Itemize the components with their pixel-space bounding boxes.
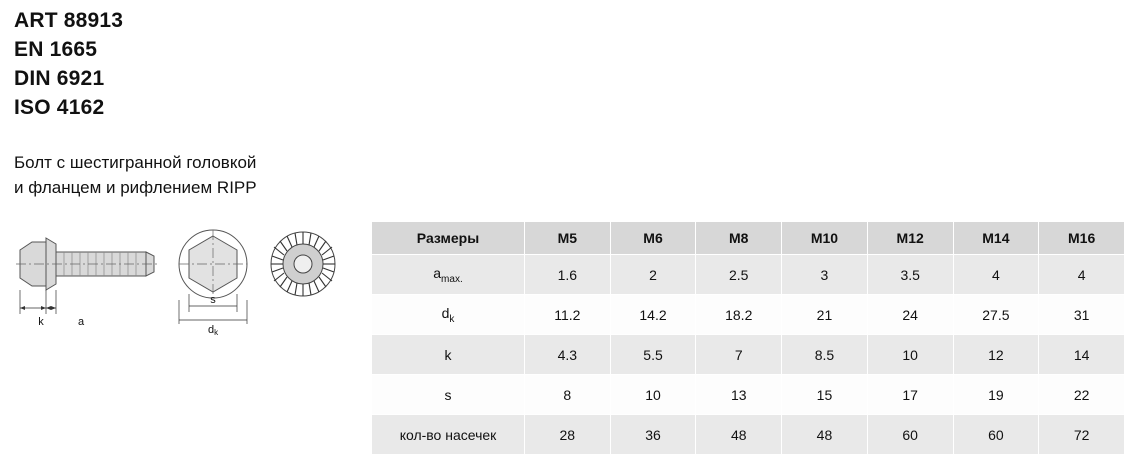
cell-value: 14 xyxy=(1039,335,1125,375)
table-body xyxy=(372,255,1125,455)
cell-value: 18.2 xyxy=(696,295,782,335)
standard-en: EN 1665 xyxy=(14,38,98,61)
cell-value: 22 xyxy=(1039,375,1125,415)
cell-value: 17 xyxy=(867,375,953,415)
row-label-a-max xyxy=(372,255,525,295)
cell-value: 36 xyxy=(610,415,696,455)
table-row xyxy=(372,295,1125,335)
cell-value: 3 xyxy=(782,255,868,295)
table-header-cell-m6: M6 xyxy=(610,222,696,255)
table-row xyxy=(372,335,1125,375)
row-label-k xyxy=(372,335,525,375)
cell-value: 48 xyxy=(696,415,782,455)
cell-value: 4 xyxy=(1039,255,1125,295)
cell-value: 12 xyxy=(953,335,1039,375)
standard-din: DIN 6921 xyxy=(14,67,105,90)
cell-value: 10 xyxy=(610,375,696,415)
row-label-subscript: max. xyxy=(441,273,463,285)
standard-iso: ISO 4162 xyxy=(14,96,105,119)
table-header-cell-m12: M12 xyxy=(867,222,953,255)
table-header-cell-m10: M10 xyxy=(782,222,868,255)
product-description xyxy=(14,150,364,200)
dimension-label-a: a xyxy=(77,316,85,328)
row-label-text: кол-во насечек xyxy=(399,426,497,443)
cell-value: 72 xyxy=(1039,415,1125,455)
table-header-cell-m14: M14 xyxy=(953,222,1039,255)
cell-value: 2.5 xyxy=(696,255,782,295)
bolt-drawing-svg xyxy=(8,228,358,348)
row-label-notch-count xyxy=(372,415,525,455)
row-label-text: s xyxy=(444,386,452,403)
cell-value: 2 xyxy=(610,255,696,295)
cell-value: 19 xyxy=(953,375,1039,415)
row-label-text: d xyxy=(441,304,450,321)
description-line-1: Болт с шестигранной головкой xyxy=(14,153,257,172)
cell-value: 27.5 xyxy=(953,295,1039,335)
cell-value: 1.6 xyxy=(524,255,610,295)
cell-value: 11.2 xyxy=(524,295,610,335)
cell-value: 15 xyxy=(782,375,868,415)
table-header-cell-m16: M16 xyxy=(1039,222,1125,255)
cell-value: 60 xyxy=(867,415,953,455)
cell-value: 31 xyxy=(1039,295,1125,335)
dimension-lines-side xyxy=(20,290,56,314)
table-row xyxy=(372,415,1125,455)
specification-table xyxy=(371,221,1125,455)
cell-value: 14.2 xyxy=(610,295,696,335)
cell-value: 5.5 xyxy=(610,335,696,375)
table-header-row xyxy=(372,222,1125,255)
table-header-cell-sizes: Размеры xyxy=(372,222,525,255)
cell-value: 10 xyxy=(867,335,953,375)
cell-value: 8.5 xyxy=(782,335,868,375)
cell-value: 7 xyxy=(696,335,782,375)
cell-value: 4.3 xyxy=(524,335,610,375)
dimension-label-s: s xyxy=(210,294,216,306)
table-header-cell-m8: M8 xyxy=(696,222,782,255)
left-info-column xyxy=(14,6,364,200)
row-label-text: a xyxy=(433,264,442,281)
row-label-dk xyxy=(372,295,525,335)
cell-value: 24 xyxy=(867,295,953,335)
cell-value: 60 xyxy=(953,415,1039,455)
table-row xyxy=(372,255,1125,295)
cell-value: 4 xyxy=(953,255,1039,295)
cell-value: 13 xyxy=(696,375,782,415)
technical-drawings xyxy=(8,228,358,348)
description-line-2: и фланцем и рифлением RIPP xyxy=(14,178,257,197)
table-header-cell-m5: M5 xyxy=(524,222,610,255)
cell-value: 21 xyxy=(782,295,868,335)
ripp-serration-view xyxy=(271,232,335,296)
cell-value: 28 xyxy=(524,415,610,455)
dimension-label-dk: dk xyxy=(207,324,219,337)
cell-value: 48 xyxy=(782,415,868,455)
row-label-text: k xyxy=(444,346,452,363)
row-label-subscript: k xyxy=(449,313,455,325)
standard-art: ART 88913 xyxy=(14,9,124,32)
table-row xyxy=(372,375,1125,415)
bolt-front-view xyxy=(179,230,247,298)
cell-value: 3.5 xyxy=(867,255,953,295)
dimension-label-k: k xyxy=(38,316,44,328)
row-label-s xyxy=(372,375,525,415)
table-header xyxy=(372,222,1125,255)
specification-table-wrapper xyxy=(371,221,1125,455)
cell-value: 8 xyxy=(524,375,610,415)
